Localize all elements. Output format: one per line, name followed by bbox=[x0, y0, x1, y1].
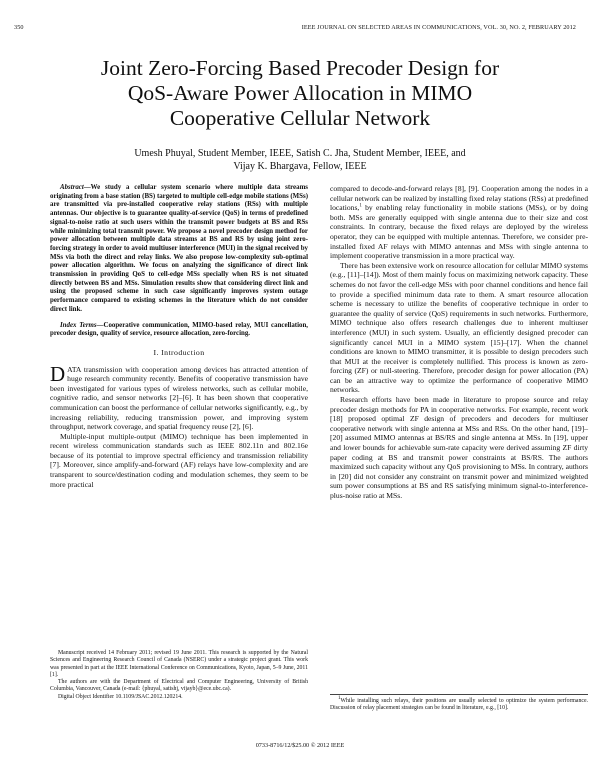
journal-name: IEEE JOURNAL ON SELECTED AREAS IN COMMUNICATIONS, VOL. 30, NO. 2, FEBRUARY 2012 bbox=[301, 24, 576, 31]
intro-paragraph: Multiple-input multiple-output (MIMO) technique has been implemented in recent wireless communication standards such as IEEE 802.11n and 802.16e because of its potential to improve spectral efficiency and transmission reliability [7]. Moreover, since amplify-and-forward (AF) relays have low-complexity and are transparent to source/destination coding and modulation schemes, they seem to be more practical bbox=[50, 431, 308, 489]
abstract-label: Abstract bbox=[60, 184, 84, 191]
author-line: Vijay K. Bhargava, Fellow, IEEE bbox=[233, 161, 367, 172]
body-paragraph: Research efforts have been made in literature to propose source and relay precoder design methods for PA in cooperative networks. For example, recent work [18] proposed optimal ZF design of precoders and decoders for multiuser cooperative network with single antenna at MSs and RSs. On the other hand, [19]–[20] assumed MIMO antennas at BS/RS and single antenna at MSs. In [19], upper and lower bounds for achievable sum-rate capacity were derived assuming ZF dirty paper coding at BS and transmit power constraints at BS/RS. The authors maximized such capacity without any QoS provisioning to MSs. In contrary, authors in [20] did not consider any constraint on transmit power and minimized weighted sum power consumptions at BS and RS satisfying minimum signal-to-interference-plus-noise ratio at MSs. bbox=[330, 395, 588, 500]
footnote-marker: 1 bbox=[359, 203, 362, 209]
footnote: Digital Object Identifier 10.1109/JSAC.2012.120214. bbox=[58, 693, 183, 700]
running-header bbox=[14, 24, 576, 31]
footnote: Manuscript received 14 February 2011; revised 19 June 2011. This research is supported by the Natural Sciences and Engineering Research Council of Canada (NSERC) under a strategic project grant. This work was presented in part at the IEEE International Conference on Communications, Kyoto, Japan, 5–9 June, 2011 [1]. bbox=[50, 650, 308, 678]
right-column bbox=[330, 184, 588, 501]
title-line: Cooperative Cellular Network bbox=[169, 106, 431, 130]
index-terms bbox=[50, 322, 308, 339]
intro-paragraph bbox=[50, 361, 308, 432]
body-paragraph: There has been extensive work on resource allocation for cellular MIMO systems (e.g., [11]–[14]). Most of them mainly focus on maximizing network capacity. These schemes do not favor the cell-edge MSs with poor channel conditions and hence fail to provide a specified minimum data rate to them. A smart resource allocation scheme is necessary to utilize the benefits of cooperative technique in order to guarantee the quality of service (QoS) requirements in such networks. Furthermore, MIMO technique also offers research challenges due to inherent multiuser interference (MUI) in such system. Usually, an efficiently designed precoder can significantly cancel MUI in a MIMO system [15]–[17]. When the channel conditions are known to MIMO transmitter, it is possible to design precoders such that MUI at the receiver is completely nullified. This process is known as zero-forcing (ZF) or null-steering. Therefore, precoder design for power allocation (PA) can be an attractive way to optimize the performance of cooperative MIMO networks. bbox=[330, 260, 588, 395]
abstract bbox=[50, 184, 308, 315]
body-paragraph-text: by enabling relay functionality in mobile stations (MSs), or by doing both. MSs are generally equipped with single antenna due to their size and cost constraints. In contrary, because the fixed relays are deployed by the wireless operator, they can be equipped with multiple antennas. Therefore, we consider pre-installed fixed AF relays with MIMO antennas and MSs with single antenna to implement cooperative transmission in a more practical way. bbox=[330, 203, 588, 261]
footnotes-left bbox=[50, 650, 308, 701]
intro-paragraph-text: ATA transmission with cooperation among devices has attracted attention of huge research community recently. Benefits of cooperative transmission have been investigated for various types of wireless networks, such as cellular mobile, cognitive radio, and sensor networks [2]–[6]. It has been shown that cooperative communication can boost the performance of cellular networks significantly, e.g., by increasing reliability, reducing transmission power, and improving system throughput, network coverage, and spatial frequency reuse [2], [6]. bbox=[50, 364, 308, 432]
footnote-marker: 1 bbox=[338, 696, 341, 702]
footnote-text: While installing such relays, their positions are usually selected to optimize the system performance. Discussion of relay placement strategies can be found in literature, e.g., [10]. bbox=[330, 698, 588, 712]
author-line: Umesh Phuyal, Student Member, IEEE, Satish C. Jha, Student Member, IEEE, and bbox=[134, 148, 466, 159]
footnote-right bbox=[330, 694, 588, 713]
body-paragraph-text: compared to decode-and-forward relays [8], [9]. Cooperation among the nodes in a cellular network can be realized by installing fixed relay stations (RSs) at predefined locations, bbox=[330, 184, 588, 213]
title-line: QoS-Aware Power Allocation in MIMO bbox=[127, 81, 473, 105]
copyright-footer: 0733-8716/12/$25.00 © 2012 IEEE bbox=[255, 742, 345, 749]
footnote bbox=[330, 698, 588, 713]
left-column bbox=[50, 184, 308, 489]
paper-title bbox=[0, 56, 600, 131]
body-paragraph bbox=[330, 184, 588, 261]
abstract-text: —We study a cellular system scenario where multiple data streams originating from a base station (BS) targeted to multiple cell-edge mobile stations (MSs) are transmitted via pre-installed cooperative relay stations (RSs) with multiple antennas. Our objective is to guarantee quality-of-service (QoS) in terms of predefined signal-to-noise ratio at such users within the transmit power budgets at BS and RSs while minimizing total transmit power. We propose a novel precoder design method for power allocation between multiple data streams at BS and RS by using joint zero-forcing strategy in order to avoid multiuser interference (MUI) in the signal received by MSs via both the direct and relay links. We also propose low-complexity sub-optimal power allocation algorithm. We focus on analyzing the significance of direct link transmission in providing QoS to cell-edge MSs specially when RS is not situated directly between BS and MSs. Simulation results show that considering direct link and using the proposed scheme in such case significantly improves system outage performance compared to existing schemes in the literature which do not consider direct link. bbox=[50, 184, 308, 313]
index-terms-text: —Cooperative communication, MIMO-based relay, MUI cancellation, precoder design, quality of service, resource allocation, zero-forcing. bbox=[50, 321, 308, 338]
footnote: The authors are with the Department of Electrical and Computer Engineering, University of British Columbia, Vancouver, Canada (e-mail: {phuyal, satishj, vijayb}@ece.ubc.ca). bbox=[50, 679, 308, 693]
section-heading: I. Introduction bbox=[153, 347, 205, 357]
title-line: Joint Zero-Forcing Based Precoder Design for bbox=[100, 56, 500, 80]
page-number: 350 bbox=[14, 24, 24, 31]
author-list bbox=[0, 147, 600, 173]
index-terms-label: Index Terms bbox=[60, 321, 97, 329]
drop-cap: D bbox=[50, 361, 66, 386]
